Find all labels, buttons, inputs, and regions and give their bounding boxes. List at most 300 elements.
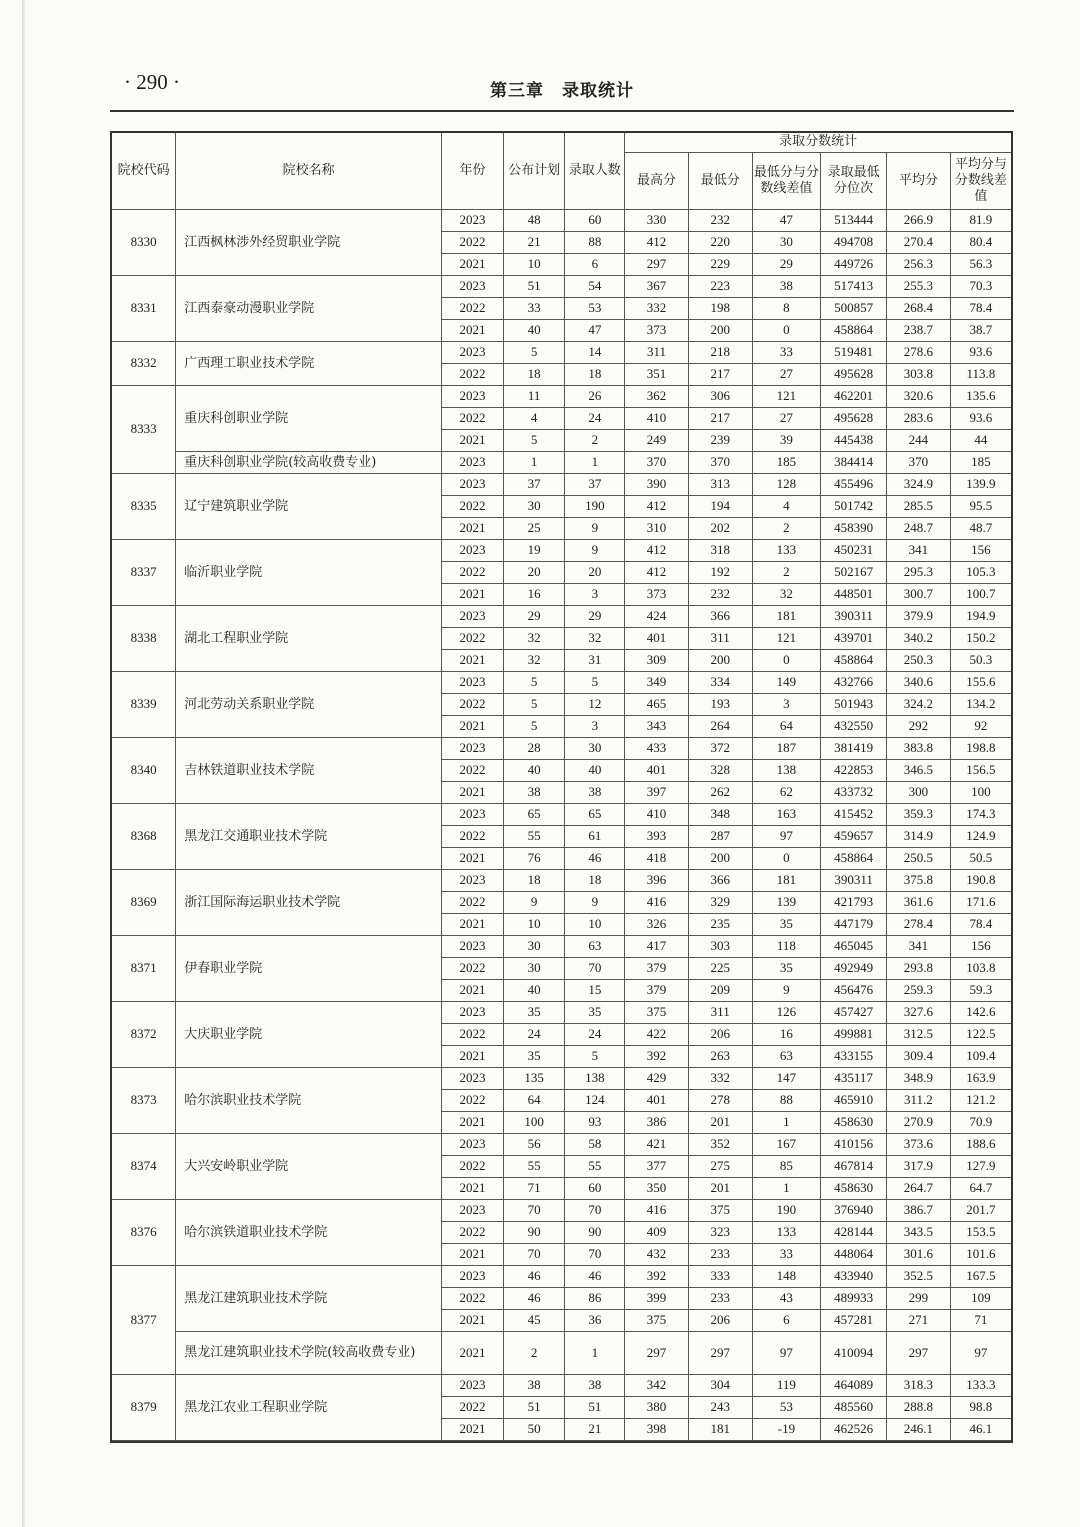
max-score-cell: 410 xyxy=(625,803,689,825)
institution-name: 哈尔滨铁道职业技术学院 xyxy=(176,1199,442,1265)
min-rank-cell: 376940 xyxy=(821,1199,887,1221)
min-diff-cell: 121 xyxy=(752,627,821,649)
institution-code: 8333 xyxy=(111,385,176,473)
plan-cell: 29 xyxy=(503,605,565,627)
plan-cell: 5 xyxy=(503,429,565,451)
institution-code: 8337 xyxy=(111,539,176,605)
plan-cell: 10 xyxy=(503,913,565,935)
min-score-cell: 372 xyxy=(688,737,752,759)
table-row xyxy=(111,671,1012,693)
admitted-cell: 54 xyxy=(565,275,625,297)
year-cell: 2021 xyxy=(442,715,504,737)
min-score-cell: 239 xyxy=(688,429,752,451)
header-plan: 公布计划 xyxy=(503,132,565,209)
institution-code: 8339 xyxy=(111,671,176,737)
min-score-cell: 235 xyxy=(688,913,752,935)
header-max-score: 最高分 xyxy=(625,152,689,209)
avg-diff-cell: 185 xyxy=(950,451,1012,473)
chapter-title: 第三章 录取统计 xyxy=(490,81,634,101)
table-row xyxy=(111,451,1012,473)
min-diff-cell: 43 xyxy=(752,1287,821,1309)
avg-score-cell: 295.3 xyxy=(887,561,951,583)
min-rank-cell: 494708 xyxy=(821,231,887,253)
admitted-cell: 1 xyxy=(565,451,625,473)
min-diff-cell: 0 xyxy=(752,847,821,869)
avg-score-cell: 259.3 xyxy=(887,979,951,1001)
avg-score-cell: 311.2 xyxy=(887,1089,951,1111)
plan-cell: 76 xyxy=(503,847,565,869)
year-cell: 2022 xyxy=(442,891,504,913)
table-row xyxy=(111,473,1012,495)
avg-diff-cell: 100.7 xyxy=(950,583,1012,605)
plan-cell: 24 xyxy=(503,1023,565,1045)
plan-cell: 16 xyxy=(503,583,565,605)
table-row xyxy=(111,275,1012,297)
avg-score-cell: 318.3 xyxy=(887,1374,951,1396)
header-avg-score: 平均分 xyxy=(887,152,951,209)
admitted-cell: 20 xyxy=(565,561,625,583)
min-rank-cell: 448501 xyxy=(821,583,887,605)
min-diff-cell: 181 xyxy=(752,605,821,627)
table-row xyxy=(111,1374,1012,1396)
avg-diff-cell: 163.9 xyxy=(950,1067,1012,1089)
year-cell: 2022 xyxy=(442,1155,504,1177)
avg-diff-cell: 127.9 xyxy=(950,1155,1012,1177)
admitted-cell: 58 xyxy=(565,1133,625,1155)
min-score-cell: 220 xyxy=(688,231,752,253)
plan-cell: 30 xyxy=(503,495,565,517)
admitted-cell: 12 xyxy=(565,693,625,715)
min-rank-cell: 422853 xyxy=(821,759,887,781)
year-cell: 2022 xyxy=(442,407,504,429)
admitted-cell: 18 xyxy=(565,869,625,891)
plan-cell: 21 xyxy=(503,231,565,253)
plan-cell: 45 xyxy=(503,1309,565,1331)
plan-cell: 35 xyxy=(503,1001,565,1023)
admitted-cell: 46 xyxy=(565,1265,625,1287)
avg-score-cell: 283.6 xyxy=(887,407,951,429)
min-diff-cell: 62 xyxy=(752,781,821,803)
max-score-cell: 373 xyxy=(625,319,689,341)
institution-code: 8374 xyxy=(111,1133,176,1199)
avg-diff-cell: 64.7 xyxy=(950,1177,1012,1199)
min-rank-cell: 449726 xyxy=(821,253,887,275)
year-cell: 2022 xyxy=(442,1287,504,1309)
max-score-cell: 412 xyxy=(625,561,689,583)
header-year: 年份 xyxy=(442,132,504,209)
avg-score-cell: 268.4 xyxy=(887,297,951,319)
admission-score-table xyxy=(110,131,1013,1441)
plan-cell: 35 xyxy=(503,1045,565,1067)
max-score-cell: 398 xyxy=(625,1418,689,1440)
max-score-cell: 351 xyxy=(625,363,689,385)
min-score-cell: 313 xyxy=(688,473,752,495)
plan-cell: 32 xyxy=(503,649,565,671)
year-cell: 2022 xyxy=(442,759,504,781)
max-score-cell: 421 xyxy=(625,1133,689,1155)
year-cell: 2023 xyxy=(442,451,504,473)
admitted-cell: 70 xyxy=(565,1243,625,1265)
admitted-cell: 63 xyxy=(565,935,625,957)
admitted-cell: 40 xyxy=(565,759,625,781)
min-score-cell: 264 xyxy=(688,715,752,737)
plan-cell: 37 xyxy=(503,473,565,495)
min-score-cell: 206 xyxy=(688,1309,752,1331)
institution-name: 临沂职业学院 xyxy=(176,539,442,605)
min-rank-cell: 435117 xyxy=(821,1067,887,1089)
avg-score-cell: 244 xyxy=(887,429,951,451)
avg-diff-cell: 105.3 xyxy=(950,561,1012,583)
year-cell: 2021 xyxy=(442,1331,504,1374)
institution-code: 8369 xyxy=(111,869,176,935)
admitted-cell: 14 xyxy=(565,341,625,363)
table-row xyxy=(111,1199,1012,1221)
max-score-cell: 297 xyxy=(625,1331,689,1374)
min-diff-cell: 181 xyxy=(752,869,821,891)
table-bottom-rule xyxy=(110,1441,1013,1443)
max-score-cell: 310 xyxy=(625,517,689,539)
plan-cell: 51 xyxy=(503,275,565,297)
avg-diff-cell: 139.9 xyxy=(950,473,1012,495)
year-cell: 2023 xyxy=(442,1374,504,1396)
avg-score-cell: 292 xyxy=(887,715,951,737)
min-rank-cell: 485560 xyxy=(821,1396,887,1418)
min-diff-cell: -19 xyxy=(752,1418,821,1440)
year-cell: 2023 xyxy=(442,869,504,891)
avg-score-cell: 375.8 xyxy=(887,869,951,891)
institution-code: 8373 xyxy=(111,1067,176,1133)
max-score-cell: 393 xyxy=(625,825,689,847)
max-score-cell: 379 xyxy=(625,957,689,979)
admitted-cell: 70 xyxy=(565,1199,625,1221)
min-score-cell: 348 xyxy=(688,803,752,825)
plan-cell: 135 xyxy=(503,1067,565,1089)
plan-cell: 5 xyxy=(503,671,565,693)
max-score-cell: 399 xyxy=(625,1287,689,1309)
year-cell: 2021 xyxy=(442,319,504,341)
plan-cell: 11 xyxy=(503,385,565,407)
min-score-cell: 232 xyxy=(688,209,752,231)
max-score-cell: 409 xyxy=(625,1221,689,1243)
table-row xyxy=(111,869,1012,891)
min-diff-cell: 38 xyxy=(752,275,821,297)
plan-cell: 1 xyxy=(503,451,565,473)
avg-diff-cell: 80.4 xyxy=(950,231,1012,253)
min-diff-cell: 190 xyxy=(752,1199,821,1221)
avg-score-cell: 293.8 xyxy=(887,957,951,979)
plan-cell: 40 xyxy=(503,759,565,781)
min-score-cell: 287 xyxy=(688,825,752,847)
min-diff-cell: 3 xyxy=(752,693,821,715)
avg-score-cell: 340.6 xyxy=(887,671,951,693)
plan-cell: 46 xyxy=(503,1287,565,1309)
max-score-cell: 349 xyxy=(625,671,689,693)
max-score-cell: 418 xyxy=(625,847,689,869)
min-rank-cell: 384414 xyxy=(821,451,887,473)
min-score-cell: 352 xyxy=(688,1133,752,1155)
header-admitted: 录取人数 xyxy=(565,132,625,209)
admitted-cell: 1 xyxy=(565,1331,625,1374)
year-cell: 2021 xyxy=(442,253,504,275)
min-score-cell: 233 xyxy=(688,1287,752,1309)
avg-diff-cell: 101.6 xyxy=(950,1243,1012,1265)
institution-name: 黑龙江交通职业技术学院 xyxy=(176,803,442,869)
min-rank-cell: 458864 xyxy=(821,319,887,341)
avg-score-cell: 238.7 xyxy=(887,319,951,341)
year-cell: 2022 xyxy=(442,297,504,319)
admitted-cell: 124 xyxy=(565,1089,625,1111)
avg-diff-cell: 97 xyxy=(950,1331,1012,1374)
institution-name: 重庆科创职业学院(较高收费专业) xyxy=(176,451,442,473)
min-diff-cell: 163 xyxy=(752,803,821,825)
plan-cell: 10 xyxy=(503,253,565,275)
admitted-cell: 15 xyxy=(565,979,625,1001)
avg-diff-cell: 122.5 xyxy=(950,1023,1012,1045)
avg-diff-cell: 121.2 xyxy=(950,1089,1012,1111)
min-diff-cell: 119 xyxy=(752,1374,821,1396)
admitted-cell: 88 xyxy=(565,231,625,253)
max-score-cell: 412 xyxy=(625,231,689,253)
avg-score-cell: 271 xyxy=(887,1309,951,1331)
min-diff-cell: 97 xyxy=(752,1331,821,1374)
institution-code: 8338 xyxy=(111,605,176,671)
avg-diff-cell: 194.9 xyxy=(950,605,1012,627)
avg-diff-cell: 155.6 xyxy=(950,671,1012,693)
avg-score-cell: 370 xyxy=(887,451,951,473)
min-score-cell: 202 xyxy=(688,517,752,539)
max-score-cell: 396 xyxy=(625,869,689,891)
year-cell: 2023 xyxy=(442,605,504,627)
admitted-cell: 47 xyxy=(565,319,625,341)
min-diff-cell: 33 xyxy=(752,341,821,363)
min-diff-cell: 1 xyxy=(752,1111,821,1133)
admitted-cell: 32 xyxy=(565,627,625,649)
min-rank-cell: 458390 xyxy=(821,517,887,539)
max-score-cell: 416 xyxy=(625,1199,689,1221)
max-score-cell: 429 xyxy=(625,1067,689,1089)
min-diff-cell: 139 xyxy=(752,891,821,913)
plan-cell: 65 xyxy=(503,803,565,825)
plan-cell: 55 xyxy=(503,1155,565,1177)
min-diff-cell: 30 xyxy=(752,231,821,253)
min-rank-cell: 455496 xyxy=(821,473,887,495)
min-score-cell: 366 xyxy=(688,869,752,891)
plan-cell: 5 xyxy=(503,693,565,715)
year-cell: 2022 xyxy=(442,825,504,847)
min-rank-cell: 433940 xyxy=(821,1265,887,1287)
avg-score-cell: 348.9 xyxy=(887,1067,951,1089)
max-score-cell: 401 xyxy=(625,759,689,781)
year-cell: 2022 xyxy=(442,231,504,253)
avg-score-cell: 250.3 xyxy=(887,649,951,671)
min-rank-cell: 458630 xyxy=(821,1111,887,1133)
max-score-cell: 424 xyxy=(625,605,689,627)
min-diff-cell: 47 xyxy=(752,209,821,231)
min-rank-cell: 457427 xyxy=(821,1001,887,1023)
min-score-cell: 304 xyxy=(688,1374,752,1396)
institution-code: 8371 xyxy=(111,935,176,1001)
min-diff-cell: 149 xyxy=(752,671,821,693)
min-rank-cell: 458864 xyxy=(821,847,887,869)
avg-diff-cell: 56.3 xyxy=(950,253,1012,275)
table-row xyxy=(111,1265,1012,1287)
plan-cell: 30 xyxy=(503,935,565,957)
plan-cell: 64 xyxy=(503,1089,565,1111)
year-cell: 2022 xyxy=(442,1221,504,1243)
institution-code: 8340 xyxy=(111,737,176,803)
min-score-cell: 200 xyxy=(688,319,752,341)
min-diff-cell: 35 xyxy=(752,957,821,979)
min-rank-cell: 432550 xyxy=(821,715,887,737)
admitted-cell: 5 xyxy=(565,1045,625,1067)
max-score-cell: 375 xyxy=(625,1001,689,1023)
admitted-cell: 9 xyxy=(565,891,625,913)
avg-score-cell: 256.3 xyxy=(887,253,951,275)
page-binding-shadow xyxy=(22,0,25,1527)
min-score-cell: 303 xyxy=(688,935,752,957)
plan-cell: 51 xyxy=(503,1396,565,1418)
max-score-cell: 379 xyxy=(625,979,689,1001)
max-score-cell: 433 xyxy=(625,737,689,759)
year-cell: 2021 xyxy=(442,781,504,803)
min-rank-cell: 433732 xyxy=(821,781,887,803)
min-rank-cell: 390311 xyxy=(821,869,887,891)
avg-score-cell: 301.6 xyxy=(887,1243,951,1265)
min-rank-cell: 465045 xyxy=(821,935,887,957)
avg-score-cell: 278.6 xyxy=(887,341,951,363)
plan-cell: 25 xyxy=(503,517,565,539)
avg-score-cell: 324.9 xyxy=(887,473,951,495)
avg-score-cell: 379.9 xyxy=(887,605,951,627)
year-cell: 2022 xyxy=(442,495,504,517)
avg-diff-cell: 70.9 xyxy=(950,1111,1012,1133)
min-score-cell: 206 xyxy=(688,1023,752,1045)
admitted-cell: 26 xyxy=(565,385,625,407)
min-score-cell: 232 xyxy=(688,583,752,605)
admitted-cell: 51 xyxy=(565,1396,625,1418)
header-avg-diff: 平均分与分数线差值 xyxy=(950,152,1012,209)
year-cell: 2023 xyxy=(442,385,504,407)
avg-diff-cell: 171.6 xyxy=(950,891,1012,913)
plan-cell: 5 xyxy=(503,341,565,363)
institution-name: 河北劳动关系职业学院 xyxy=(176,671,442,737)
avg-score-cell: 300 xyxy=(887,781,951,803)
min-score-cell: 334 xyxy=(688,671,752,693)
min-rank-cell: 447179 xyxy=(821,913,887,935)
min-rank-cell: 432766 xyxy=(821,671,887,693)
admitted-cell: 65 xyxy=(565,803,625,825)
year-cell: 2021 xyxy=(442,913,504,935)
min-diff-cell: 27 xyxy=(752,407,821,429)
admitted-cell: 10 xyxy=(565,913,625,935)
min-score-cell: 225 xyxy=(688,957,752,979)
institution-code: 8332 xyxy=(111,341,176,385)
min-diff-cell: 88 xyxy=(752,1089,821,1111)
plan-cell: 30 xyxy=(503,957,565,979)
max-score-cell: 397 xyxy=(625,781,689,803)
min-score-cell: 217 xyxy=(688,363,752,385)
table-row xyxy=(111,209,1012,231)
table-row xyxy=(111,1001,1012,1023)
year-cell: 2021 xyxy=(442,1045,504,1067)
min-diff-cell: 185 xyxy=(752,451,821,473)
max-score-cell: 342 xyxy=(625,1374,689,1396)
min-score-cell: 194 xyxy=(688,495,752,517)
avg-score-cell: 264.7 xyxy=(887,1177,951,1199)
institution-code: 8377 xyxy=(111,1265,176,1374)
institution-name: 吉林铁道职业技术学院 xyxy=(176,737,442,803)
min-rank-cell: 448064 xyxy=(821,1243,887,1265)
min-diff-cell: 147 xyxy=(752,1067,821,1089)
year-cell: 2021 xyxy=(442,1243,504,1265)
min-rank-cell: 489933 xyxy=(821,1287,887,1309)
avg-diff-cell: 134.2 xyxy=(950,693,1012,715)
min-rank-cell: 457281 xyxy=(821,1309,887,1331)
admitted-cell: 9 xyxy=(565,539,625,561)
min-rank-cell: 433155 xyxy=(821,1045,887,1067)
min-score-cell: 375 xyxy=(688,1199,752,1221)
header-score-group: 录取分数统计 xyxy=(625,132,1012,152)
min-score-cell: 370 xyxy=(688,451,752,473)
avg-score-cell: 299 xyxy=(887,1287,951,1309)
avg-diff-cell: 198.8 xyxy=(950,737,1012,759)
max-score-cell: 416 xyxy=(625,891,689,913)
header-code: 院校代码 xyxy=(111,132,176,209)
min-diff-cell: 167 xyxy=(752,1133,821,1155)
admitted-cell: 60 xyxy=(565,209,625,231)
min-score-cell: 366 xyxy=(688,605,752,627)
year-cell: 2023 xyxy=(442,275,504,297)
admitted-cell: 190 xyxy=(565,495,625,517)
max-score-cell: 375 xyxy=(625,1309,689,1331)
min-diff-cell: 27 xyxy=(752,363,821,385)
max-score-cell: 326 xyxy=(625,913,689,935)
max-score-cell: 390 xyxy=(625,473,689,495)
min-score-cell: 311 xyxy=(688,627,752,649)
plan-cell: 50 xyxy=(503,1418,565,1440)
plan-cell: 40 xyxy=(503,319,565,341)
plan-cell: 38 xyxy=(503,781,565,803)
avg-score-cell: 327.6 xyxy=(887,1001,951,1023)
min-diff-cell: 1 xyxy=(752,1177,821,1199)
avg-score-cell: 324.2 xyxy=(887,693,951,715)
min-score-cell: 328 xyxy=(688,759,752,781)
min-rank-cell: 501943 xyxy=(821,693,887,715)
table-row xyxy=(111,605,1012,627)
min-rank-cell: 495628 xyxy=(821,407,887,429)
avg-diff-cell: 142.6 xyxy=(950,1001,1012,1023)
table-row xyxy=(111,1331,1012,1374)
max-score-cell: 309 xyxy=(625,649,689,671)
min-rank-cell: 500857 xyxy=(821,297,887,319)
institution-code: 8368 xyxy=(111,803,176,869)
year-cell: 2022 xyxy=(442,957,504,979)
avg-score-cell: 317.9 xyxy=(887,1155,951,1177)
min-score-cell: 243 xyxy=(688,1396,752,1418)
plan-cell: 20 xyxy=(503,561,565,583)
header-min-diff: 最低分与分数线差值 xyxy=(752,152,821,209)
year-cell: 2021 xyxy=(442,1111,504,1133)
avg-score-cell: 343.5 xyxy=(887,1221,951,1243)
min-rank-cell: 519481 xyxy=(821,341,887,363)
min-rank-cell: 415452 xyxy=(821,803,887,825)
institution-code: 8335 xyxy=(111,473,176,539)
avg-diff-cell: 113.8 xyxy=(950,363,1012,385)
min-score-cell: 262 xyxy=(688,781,752,803)
plan-cell: 48 xyxy=(503,209,565,231)
avg-diff-cell: 103.8 xyxy=(950,957,1012,979)
admitted-cell: 24 xyxy=(565,1023,625,1045)
